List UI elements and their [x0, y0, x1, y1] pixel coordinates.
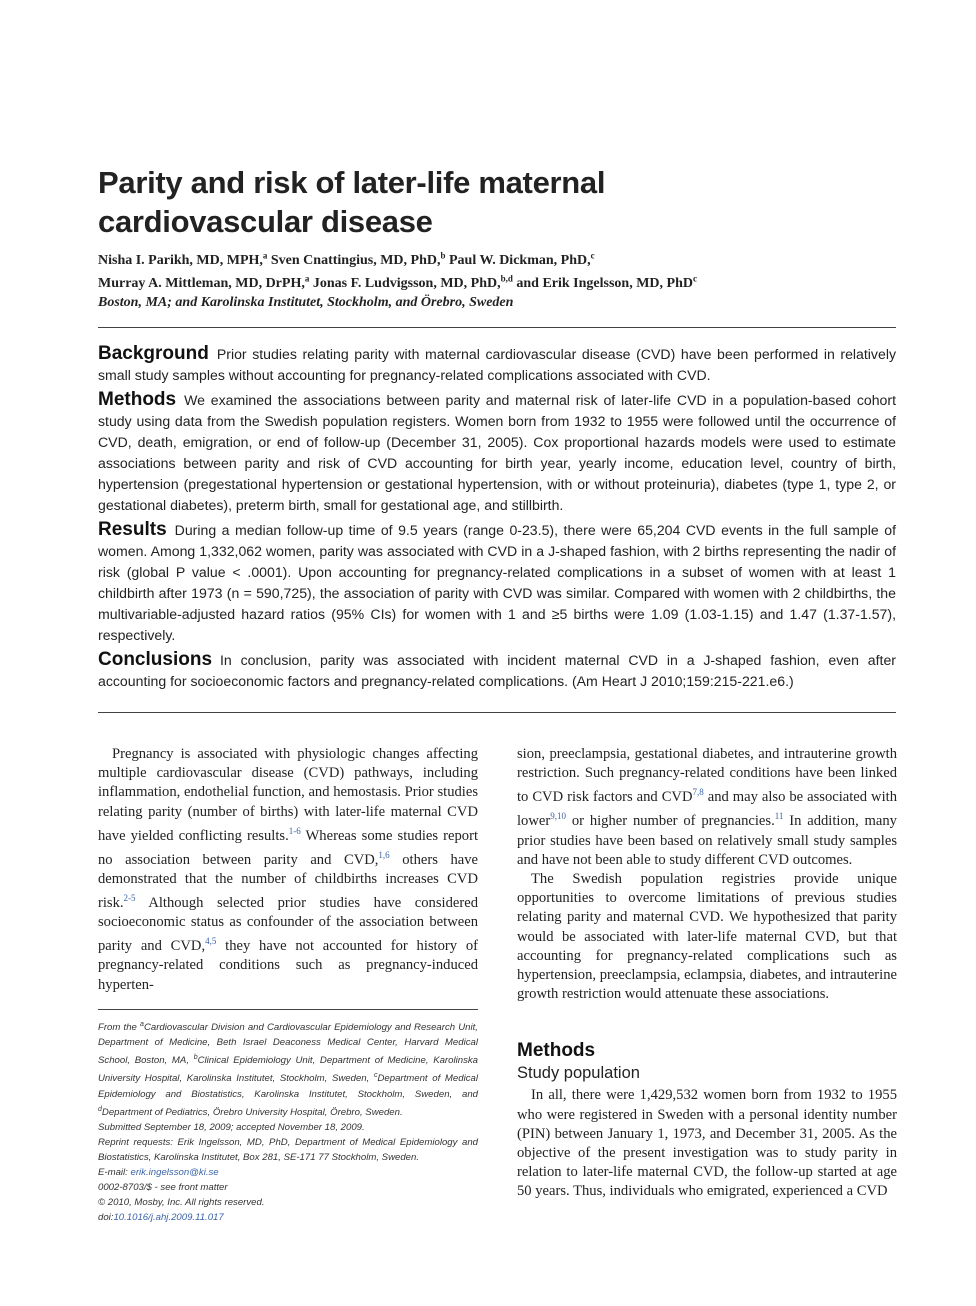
doi-link[interactable]: 10.1016/j.ahj.2009.11.017 — [113, 1211, 224, 1223]
abstract-heading: Methods — [98, 389, 177, 410]
author-name: Murray A. Mittleman, MD, DrPH, — [98, 276, 305, 292]
citation-link[interactable]: 4,5 — [205, 936, 217, 947]
email-label: E-mail: — [98, 1166, 131, 1178]
authors-line-2 — [98, 270, 898, 294]
author-affiliation-sup: b,d — [500, 273, 513, 284]
citation-link[interactable]: 1-6 — [288, 825, 301, 836]
author-name: Nisha I. Parikh, MD, MPH, — [98, 252, 263, 268]
author-name: Jonas F. Ludvigsson, MD, PhD, — [312, 276, 501, 292]
abstract-background — [98, 343, 896, 386]
authors-line-1 — [98, 246, 898, 270]
footnote-text: Cardiovascular Division and Cardiovascular Epidemiology and Research Unit, Department of Medicine, Beth Israel Deaconess Medical Center, Harvard Medical School, Boston, MA, — [98, 1022, 478, 1067]
author-block — [98, 246, 898, 312]
reprint-requests: Reprint requests: Erik Ingelsson, MD, PhD, Department of Medical Epidemiology and Biostatistics, Karolinska Institutet, Box 281, SE-171 77 Stockholm, Sweden. — [98, 1136, 478, 1163]
submission-dates: Submitted September 18, 2009; accepted November 18, 2009. — [98, 1121, 365, 1133]
footnote-block — [98, 1017, 478, 1225]
citation-link[interactable]: 11 — [774, 811, 784, 822]
abstract-heading: Background — [98, 343, 209, 364]
body-text: they have not accounted for history of pregnancy-related conditions such as pregnancy-induced hyperten- — [98, 938, 478, 993]
body-column-left — [98, 745, 478, 995]
footnote-rule — [98, 1009, 478, 1010]
abstract-conclusions — [98, 649, 896, 692]
abstract-text: We examined the associations between parity and maternal risk of later-life CVD in a population-based cohort study using data from the Swedish population registers. Women born from 1932 to 1955 were followed until the occurrence of CVD, death, emigration, or end of follow-up (December 31, 2005). Cox proportional hazards models were used to estimate associations between parity and risk of CVD accounting for birth year, yearly income, education level, country of birth, hypertension (pregestational hypertension or gestational hypertension, with or without proteinuria), diabetes (type 1, type 2, or gestational diabetes), preterm birth, small for gestational age, and stillbirth. — [98, 392, 896, 513]
footnote-sup: b — [193, 1054, 198, 1062]
copyright-line: © 2010, Mosby, Inc. All rights reserved. — [98, 1196, 265, 1208]
abstract-text: During a median follow-up time of 9.5 years (range 0-23.5), there were 65,204 CVD events in the full sample of women. Among 1,332,062 women, parity was associated with CVD in a J-shaped fashion, with 2 births representing the nadir of risk (global P value < .0001). Upon accounting for pregnancy-related complications in a subset of women with at least 1 childbirth after 1973 (n = 590,725), the association of parity with CVD was similar. Compared with women with 2 childbirths, the multivariable-adjusted hazard ratios (95% CIs) for women with 1 and ≥5 births were 1.09 (1.03-1.15) and 1.47 (1.37-1.57), respectively. — [98, 522, 896, 643]
author-name: Sven Cnattingius, MD, PhD, — [270, 252, 441, 268]
email-line — [98, 1165, 478, 1180]
abstract — [98, 343, 896, 695]
author-affiliation-sup: a — [304, 273, 310, 284]
footnote-text: Clinical Epidemiology Unit, Department of Medicine, Karolinska University Hospital, Karolinska Institutet, Stockholm, Sweden, — [98, 1055, 478, 1085]
body-text: or higher number of pregnancies. — [565, 813, 775, 830]
body-text: Whereas some studies report no association between parity and CVD, — [98, 827, 479, 868]
intro-paragraph — [98, 745, 478, 995]
affiliation-footnote — [98, 1017, 478, 1120]
intro-paragraph-continued — [517, 745, 897, 870]
author-name: Paul W. Dickman, PhD, — [449, 252, 591, 268]
doi-line — [98, 1210, 478, 1225]
body-text: and may also be associated with lower — [517, 789, 897, 830]
author-affiliation-sup: c — [692, 273, 697, 284]
abstract-heading: Results — [98, 519, 167, 540]
abstract-results — [98, 519, 896, 646]
abstract-text: In conclusion, parity was associated with incident maternal CVD in a J-shaped fashion, even after accounting for socioeconomic factors and pregnancy-related complications. (Am Heart J 2010;159:215-221.e6.) — [98, 652, 896, 689]
citation-link[interactable]: 2-5 — [123, 893, 136, 904]
author-affiliation-sup: b — [440, 250, 446, 260]
issn-line: 0002-8703/$ - see front matter — [98, 1181, 228, 1193]
abstract-methods — [98, 389, 896, 516]
hypothesis-paragraph: The Swedish population registries provide unique opportunities to overcome limitations of previous studies relating parity and maternal CVD. We hypothesized that parity would be associated with later-life maternal CVD, but that accounting for pregnancy-related complications such as hypertension, preeclampsia, eclampsia, diabetes, and intrauterine growth restriction would attenuate these associations. — [517, 870, 897, 1003]
body-column-right — [517, 745, 897, 1202]
abstract-heading: Conclusions — [98, 649, 213, 670]
abstract-top-rule — [98, 327, 896, 328]
body-text: Although selected prior studies have considered socioeconomic status as confounder of the association between parity and CVD, — [98, 895, 478, 955]
body-text: others have demonstrated that the number of childbirths increases CVD risk. — [98, 851, 478, 911]
author-affiliation-sup: c — [590, 250, 595, 260]
body-text: In addition, many prior studies have been based on relatively small study samples and have not been able to study different CVD outcomes. — [517, 813, 897, 868]
citation-link[interactable]: 7,8 — [692, 787, 704, 798]
footnote-sup: c — [373, 1072, 378, 1080]
article-title: Parity and risk of later-life maternal cardiovascular disease — [98, 165, 606, 239]
footnote-text: Department of Medical Epidemiology and Biostatistics, Karolinska Institutet, Stockholm, Sweden, and — [98, 1073, 478, 1100]
doi-label: doi: — [98, 1211, 114, 1223]
methods-paragraph: In all, there were 1,429,532 women born from 1932 to 1955 who were registered in Sweden with a personal identity number (PIN) between January 1, 1973, and December 31, 2005. As the objective of the present investigation was to study parity in relation to later-life maternal CVD, the follow-up started at age 50 years. Thus, individuals who emigrated, experienced a CVD — [517, 1087, 897, 1200]
author-affiliation-sup: a — [262, 250, 268, 260]
abstract-text: Prior studies relating parity with maternal cardiovascular disease (CVD) have been performed in relatively small study samples without accounting for pregnancy-related complications associated with CVD. — [98, 346, 896, 383]
abstract-bottom-rule — [98, 712, 896, 713]
author-name: and Erik Ingelsson, MD, PhD — [516, 276, 693, 292]
body-text: Pregnancy is associated with physiologic changes affecting multiple cardiovascular disease (CVD) pathways, including inflammation, endothelial function, and hemostasis. Prior studies relating parity (number of births) with later-life maternal CVD have yielded conflicting results. — [98, 746, 478, 844]
footnote-sup: d — [98, 1105, 102, 1113]
subsection-heading-study-population: Study population — [517, 1064, 640, 1083]
section-heading-methods: Methods — [517, 1040, 596, 1062]
body-text: sion, preeclampsia, gestational diabetes, and intrauterine growth restriction. Such pregnancy-related conditions have been linked to CVD risk factors and CVD — [517, 746, 897, 806]
footnote-text: From the — [98, 1022, 141, 1034]
affiliation: Boston, MA; and Karolinska Institutet, Stockholm, and Örebro, Sweden — [98, 295, 514, 311]
footnote-text: Department of Pediatrics, Örebro University Hospital, Örebro, Sweden. — [101, 1106, 403, 1118]
citation-link[interactable]: 9,10 — [550, 811, 566, 822]
footnote-sup: a — [140, 1021, 144, 1028]
email-link[interactable]: erik.ingelsson@ki.se — [130, 1166, 219, 1178]
citation-link[interactable]: 1,6 — [378, 849, 390, 860]
